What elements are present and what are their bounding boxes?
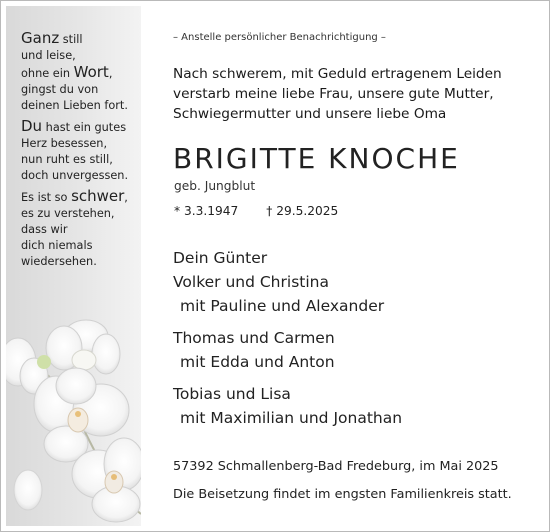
poem-text: still [59, 33, 83, 46]
intro-text [173, 64, 502, 124]
family-member: mit Edda und Anton [180, 353, 335, 371]
birth-date: * 3.3.1947 [174, 204, 239, 218]
poem-text: Herz besessen, [21, 137, 108, 150]
poem-panel [6, 6, 141, 526]
poem-text: Es ist so [21, 191, 72, 204]
death-date: † 29.5.2025 [266, 204, 339, 218]
poem-line [21, 82, 139, 98]
poem-line [21, 136, 139, 152]
poem-emphasis: Wort [73, 63, 109, 81]
life-dates [174, 204, 338, 218]
poem-emphasis: schwer [71, 187, 125, 205]
poem-text: gingst du von [21, 83, 99, 96]
poem-emphasis: Du [21, 117, 43, 135]
poem-stanza-3 [21, 188, 139, 270]
poem-text: ohne ein [21, 67, 74, 80]
burial-notice: Die Beisetzung findet im engsten Familienkreis statt. [173, 487, 512, 502]
poem-emphasis: Ganz [21, 29, 60, 47]
family-member: Dein Günter [173, 249, 268, 267]
poem-text: dich niemals [21, 239, 93, 252]
poem-text: hast ein gutes [42, 121, 127, 134]
poem-text: es zu verstehen, [21, 207, 115, 220]
orchid-image [6, 314, 141, 526]
poem-line [21, 64, 139, 82]
poem-text: wiedersehen. [21, 255, 97, 268]
family-member: mit Pauline und Alexander [180, 297, 385, 315]
intro-line: Schwiegermutter und unsere liebe Oma [173, 106, 447, 122]
poem-text: und leise, [21, 49, 76, 62]
poem-line [21, 152, 139, 168]
family-member: Volker und Christina [173, 273, 329, 291]
family-member: mit Maximilian und Jonathan [180, 409, 403, 427]
poem-line [21, 168, 139, 184]
deceased-name: BRIGITTE KNOCHE [173, 142, 460, 175]
poem-stanza-2 [21, 118, 139, 184]
poem [21, 30, 139, 274]
poem-text: , [124, 191, 128, 204]
poem-text: dass wir [21, 223, 68, 236]
poem-line [21, 238, 139, 254]
intro-line: Nach schwerem, mit Geduld ertragenem Leiden [173, 66, 502, 82]
poem-text: , [108, 67, 113, 80]
poem-line [21, 118, 139, 136]
family-member: Thomas und Carmen [173, 329, 335, 347]
family-member: Tobias und Lisa [173, 385, 291, 403]
poem-line [21, 254, 139, 270]
place-date: 57392 Schmallenberg-Bad Fredeburg, im Mai 2025 [173, 459, 499, 474]
poem-line [21, 30, 139, 48]
poem-text: doch unvergessen. [21, 169, 129, 182]
poem-line [21, 48, 139, 64]
birth-name: geb. Jungblut [174, 179, 256, 193]
family-list [173, 246, 402, 430]
poem-stanza-1 [21, 30, 139, 114]
poem-text: deinen Lieben fort. [21, 99, 128, 112]
poem-line [21, 188, 139, 206]
notice-text: – Anstelle persönlicher Benachrichtigung – [173, 32, 386, 43]
poem-line [21, 98, 139, 114]
poem-line [21, 206, 139, 222]
poem-line [21, 222, 139, 238]
poem-text: nun ruht es still, [21, 153, 113, 166]
intro-line: verstarb meine liebe Frau, unsere gute Mutter, [173, 86, 494, 102]
